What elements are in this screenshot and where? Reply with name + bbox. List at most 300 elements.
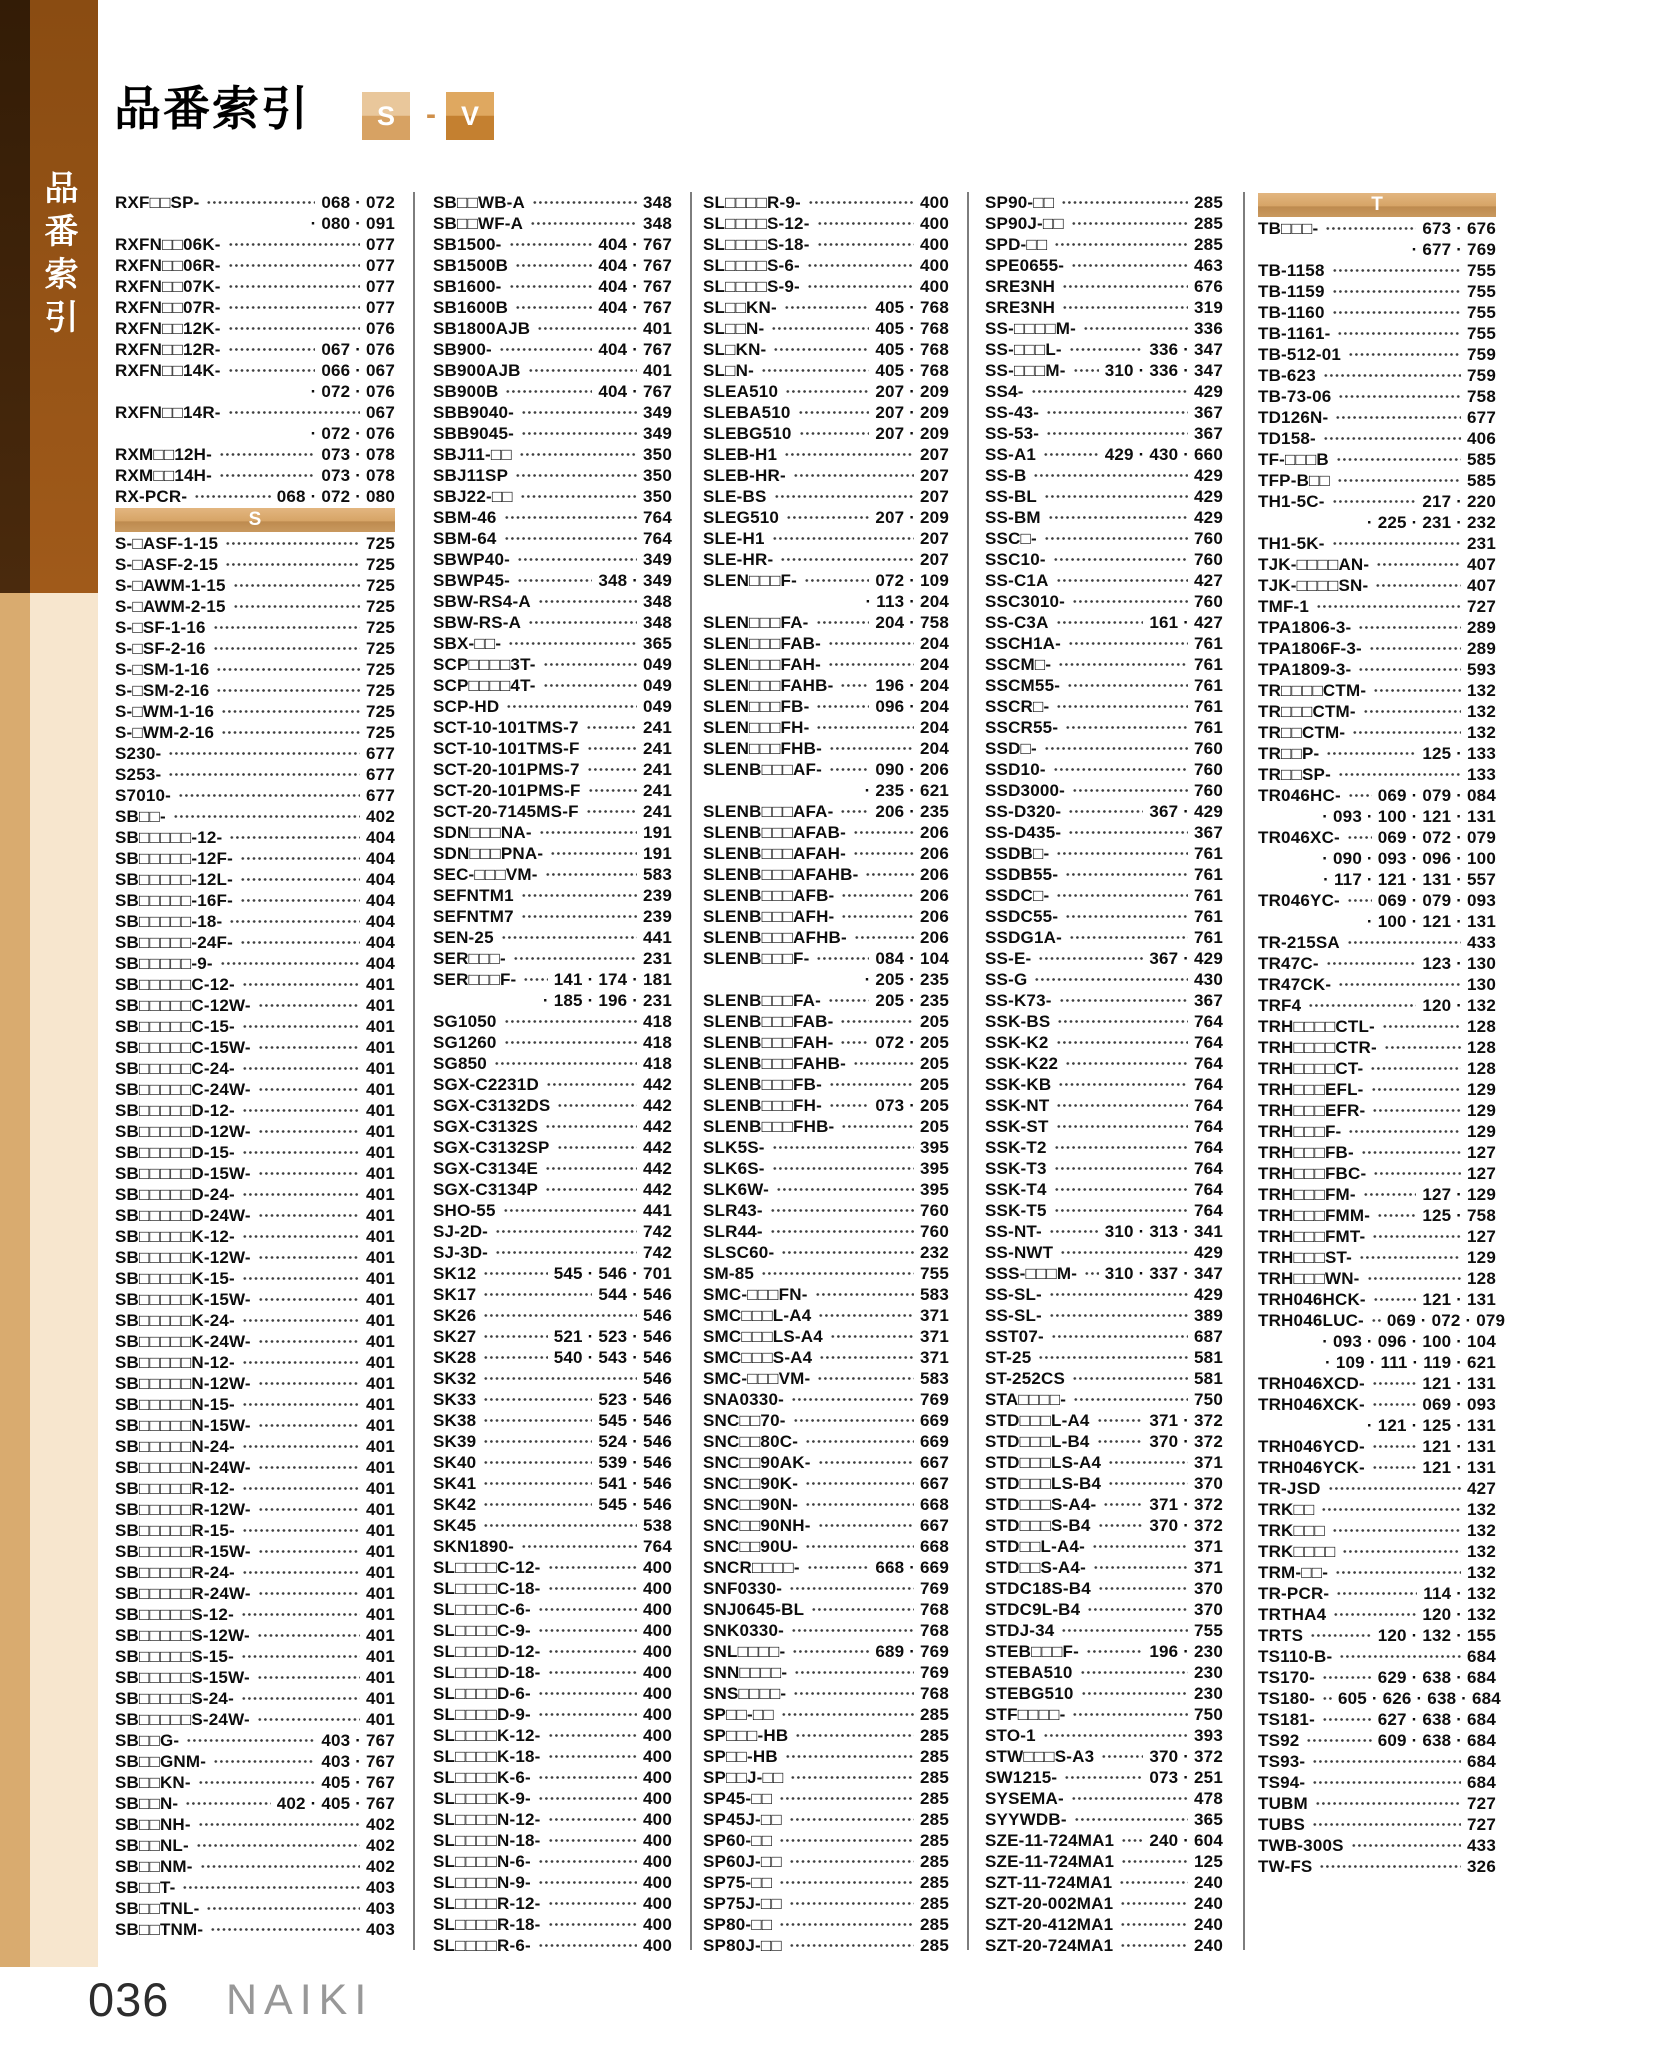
part-number: RXFN□□07R- <box>115 298 221 317</box>
part-number: TR□□SP- <box>1258 765 1331 784</box>
index-entry <box>703 1179 949 1200</box>
part-number: SLE-BS <box>703 487 767 506</box>
index-entry <box>703 1851 949 1872</box>
page-numbers: 401 <box>366 1416 395 1435</box>
index-entry <box>433 990 672 1011</box>
page-numbers: 404 · 767 <box>598 277 672 296</box>
index-entry <box>115 381 395 402</box>
page-numbers: · 113 · 204 <box>865 592 949 611</box>
index-entry <box>1258 932 1496 953</box>
page-numbers: 310 · 337 · 347 <box>1104 1264 1223 1283</box>
index-entry <box>115 1751 395 1772</box>
dot-leader <box>1071 255 1188 276</box>
part-number: SL□□KN- <box>703 298 777 317</box>
index-entry <box>115 911 395 932</box>
dot-leader <box>499 339 593 360</box>
page-numbers: 069 · 093 <box>1422 1395 1496 1414</box>
page-numbers: 401 <box>366 1437 395 1456</box>
page-numbers: 205 <box>920 1117 949 1136</box>
index-entry <box>985 864 1223 885</box>
page-numbers: 400 <box>920 235 949 254</box>
index-entry <box>433 1116 672 1137</box>
dot-leader <box>1347 890 1372 911</box>
page-numbers: 121 · 131 <box>1422 1374 1496 1393</box>
part-number: SSC□- <box>985 529 1037 548</box>
dot-leader <box>483 1368 637 1389</box>
part-number: SZE-11-724MA1 <box>985 1852 1115 1871</box>
dot-leader <box>773 339 869 360</box>
page-numbers: 400 <box>643 1747 672 1766</box>
page-numbers: 400 <box>643 1915 672 1934</box>
page-numbers: 403 <box>366 1920 395 1939</box>
page-numbers: 206 <box>920 928 949 947</box>
index-entry <box>985 1872 1223 1893</box>
index-entry <box>703 1830 949 1851</box>
dot-leader <box>1121 1830 1143 1851</box>
part-number: SEC-□□□VM- <box>433 865 538 884</box>
index-entry <box>703 1263 949 1284</box>
part-number: ST-252CS <box>985 1369 1066 1388</box>
part-number: SBX-□□- <box>433 634 502 653</box>
index-entry <box>115 1352 395 1373</box>
page-numbers: 207 <box>920 445 949 464</box>
page-numbers: 400 <box>643 1663 672 1682</box>
index-entry <box>1258 869 1496 890</box>
dot-leader <box>586 801 637 822</box>
page-numbers: 400 <box>643 1873 672 1892</box>
dot-leader <box>804 570 869 591</box>
index-entry <box>433 1536 672 1557</box>
page-numbers: 403 <box>366 1878 395 1897</box>
dot-leader <box>242 1394 360 1415</box>
dot-leader <box>1120 1935 1188 1956</box>
part-number: SMC□□□L-A4 <box>703 1306 812 1325</box>
part-number: SS-NWT <box>985 1243 1054 1262</box>
index-entry <box>985 843 1223 864</box>
part-number: SKN1890- <box>433 1537 514 1556</box>
index-entry <box>703 570 949 591</box>
part-number: SB□□□□□N-15- <box>115 1395 235 1414</box>
page-numbers: 239 <box>643 907 672 926</box>
dot-leader <box>548 1725 638 1746</box>
page-numbers: 132 <box>1467 1542 1496 1561</box>
dot-leader <box>1056 843 1188 864</box>
page-numbers: 121 · 131 <box>1422 1290 1496 1309</box>
dot-leader <box>815 1284 914 1305</box>
page-numbers: 725 <box>366 576 395 595</box>
page-numbers: 205 <box>920 1075 949 1094</box>
index-entry <box>985 423 1223 444</box>
index-entry <box>985 738 1223 759</box>
page-numbers: 404 <box>366 828 395 847</box>
part-number: SBWP40- <box>433 550 510 569</box>
page-numbers: 367 · 429 <box>1149 949 1223 968</box>
part-number: SGX-C3132DS <box>433 1096 551 1115</box>
index-entry <box>115 1079 395 1100</box>
part-number: SLE-HR- <box>703 550 774 569</box>
part-number: SB□□□□□K-24W- <box>115 1332 251 1351</box>
index-entry <box>115 1226 395 1247</box>
dot-leader <box>1332 491 1417 512</box>
page-numbers: 405 · 768 <box>875 340 949 359</box>
part-number: SLENB□□□FAHB- <box>703 1054 846 1073</box>
dot-leader <box>483 1305 637 1326</box>
index-entry <box>985 1032 1223 1053</box>
dot-leader <box>1333 1604 1416 1625</box>
dot-leader <box>233 575 360 596</box>
part-number: S-□SF-2-16 <box>115 639 206 658</box>
part-number: SB□□□□□N-15W- <box>115 1416 251 1435</box>
page-numbers: 120 · 132 <box>1422 996 1496 1015</box>
index-entry <box>985 1851 1223 1872</box>
dot-leader <box>258 1583 360 1604</box>
index-entry <box>115 444 395 465</box>
index-entry <box>985 1767 1223 1788</box>
part-number: SSCM55- <box>985 676 1061 695</box>
dot-leader <box>1065 906 1188 927</box>
dot-leader <box>1347 827 1372 848</box>
dot-leader <box>816 612 870 633</box>
index-entry <box>985 1641 1223 1662</box>
page-numbers: 191 <box>643 823 672 842</box>
page-numbers: 677 <box>366 765 395 784</box>
part-number: SS-C3A <box>985 613 1049 632</box>
page-numbers: · 072 · 076 <box>310 424 395 443</box>
dot-leader <box>1053 759 1188 780</box>
part-number: SK12 <box>433 1264 477 1283</box>
dot-leader <box>840 1011 914 1032</box>
dot-leader <box>793 1410 914 1431</box>
index-entry <box>985 1935 1223 1956</box>
page-numbers: 129 <box>1467 1122 1496 1141</box>
dot-leader <box>483 1473 592 1494</box>
index-entry <box>115 953 395 974</box>
index-entry <box>703 213 949 234</box>
part-number: SLENB□□□FAH- <box>703 1033 834 1052</box>
index-entry <box>703 633 949 654</box>
dot-leader <box>779 1872 914 1893</box>
page-numbers: 127 · 129 <box>1422 1185 1496 1204</box>
dot-leader <box>538 591 637 612</box>
page-numbers: 755 <box>1467 261 1496 280</box>
index-entry <box>1258 1835 1496 1856</box>
dot-leader <box>817 213 914 234</box>
part-number: TB-73-06 <box>1258 387 1332 406</box>
index-entry <box>985 759 1223 780</box>
index-entry <box>985 1368 1223 1389</box>
part-number: SB1500- <box>433 235 502 254</box>
index-entry <box>1258 911 1496 932</box>
part-number: TRH046HCK- <box>1258 1290 1366 1309</box>
part-number: TRH046LUC- <box>1258 1311 1364 1330</box>
part-number: S-□WM-2-16 <box>115 723 215 742</box>
page-numbers: 400 <box>920 214 949 233</box>
page-numbers: 241 <box>643 781 672 800</box>
index-entry <box>985 402 1223 423</box>
index-entry <box>703 591 949 612</box>
page-numbers: 401 <box>366 1584 395 1603</box>
part-number: TWB-300S <box>1258 1836 1344 1855</box>
page-numbers: 538 <box>643 1516 672 1535</box>
index-entry <box>1258 890 1496 911</box>
index-entry <box>433 591 672 612</box>
page-numbers: 207 · 209 <box>875 382 949 401</box>
dot-leader <box>1049 1305 1188 1326</box>
dot-leader <box>1069 339 1144 360</box>
index-entry <box>1258 1310 1506 1331</box>
part-number: STD□□□LS-B4 <box>985 1474 1102 1493</box>
index-entry <box>1258 785 1496 806</box>
page-numbers: 605 · 626 · 638 · 684 <box>1337 1689 1501 1708</box>
index-entry <box>1258 1037 1496 1058</box>
part-number: SSCR55- <box>985 718 1059 737</box>
dot-leader <box>1054 1200 1188 1221</box>
page-numbers: · 093 · 096 · 100 · 104 <box>1322 1332 1496 1351</box>
dot-leader <box>1098 1515 1144 1536</box>
part-number: SLENB□□□AFH- <box>703 907 835 926</box>
index-entry <box>433 1179 672 1200</box>
part-number: RXFN□□12K- <box>115 319 221 338</box>
index-entry <box>115 743 395 764</box>
page-numbers: 401 <box>366 1059 395 1078</box>
index-entry <box>433 1032 672 1053</box>
page-numbers: 129 <box>1467 1101 1496 1120</box>
dot-leader <box>1092 1536 1188 1557</box>
page-numbers: 400 <box>643 1810 672 1829</box>
dot-leader <box>258 1247 360 1268</box>
page-numbers: 350 <box>643 445 672 464</box>
index-entry <box>703 1641 949 1662</box>
page-numbers: 760 <box>1194 529 1223 548</box>
part-number: TH1-5K- <box>1258 534 1325 553</box>
page-numbers: 285 <box>920 1810 949 1829</box>
part-number: TB□□□- <box>1258 219 1319 238</box>
dot-leader <box>216 680 360 701</box>
part-number: SG1260 <box>433 1033 497 1052</box>
index-entry <box>1258 1604 1496 1625</box>
index-entry <box>703 1683 949 1704</box>
dot-leader <box>841 1116 914 1137</box>
index-entry <box>1258 1289 1496 1310</box>
page-numbers: 400 <box>920 193 949 212</box>
part-number: STD□□□L-B4 <box>985 1432 1090 1451</box>
dot-leader <box>1373 680 1461 701</box>
dot-leader <box>538 1704 637 1725</box>
dot-leader <box>1352 722 1461 743</box>
index-entry <box>703 528 949 549</box>
page-numbers: · 121 · 125 · 131 <box>1366 1416 1496 1435</box>
index-entry <box>1258 386 1496 407</box>
page-numbers: 191 <box>643 844 672 863</box>
dot-leader <box>1372 1394 1417 1415</box>
dot-leader <box>818 1452 914 1473</box>
page-numbers: · 080 · 091 <box>310 214 395 233</box>
part-number: SLEN□□□F- <box>703 571 797 590</box>
index-entry <box>1258 1058 1496 1079</box>
page-numbers: · 185 · 196 · 231 <box>542 991 672 1010</box>
page-numbers: 583 <box>920 1285 949 1304</box>
index-entry <box>1258 1709 1496 1730</box>
part-number: TB-512-01 <box>1258 345 1342 364</box>
part-number: SL□□□□C-12- <box>433 1558 541 1577</box>
page-numbers: 389 <box>1194 1306 1223 1325</box>
page-numbers: 401 <box>366 1479 395 1498</box>
page-numbers: 132 <box>1467 681 1496 700</box>
part-number: SL□□□□R-6- <box>433 1936 531 1955</box>
dot-leader <box>1322 1688 1332 1709</box>
footer-brand: NAIKI <box>226 1976 374 2024</box>
page-numbers: 204 <box>920 718 949 737</box>
dot-leader <box>1319 1856 1461 1877</box>
page-numbers: 403 · 767 <box>321 1752 395 1771</box>
dot-leader <box>483 1263 547 1284</box>
part-number: SL□□□□K-12- <box>433 1726 541 1745</box>
index-entry <box>1258 953 1496 974</box>
dot-leader <box>829 738 914 759</box>
dot-leader <box>228 360 316 381</box>
dot-leader <box>242 1562 360 1583</box>
dot-leader <box>1065 717 1188 738</box>
index-entry <box>433 927 672 948</box>
index-entry <box>703 1704 949 1725</box>
part-number: S-□ASF-2-15 <box>115 555 219 574</box>
part-number: SK28 <box>433 1348 477 1367</box>
part-number: SEN-25 <box>433 928 494 947</box>
dot-leader <box>791 1389 914 1410</box>
page-numbers: 404 <box>366 912 395 931</box>
index-entry <box>985 612 1223 633</box>
dot-leader <box>182 1877 360 1898</box>
page-numbers: 401 <box>366 1122 395 1141</box>
page-numbers: 668 <box>920 1495 949 1514</box>
page-numbers: 401 <box>366 1353 395 1372</box>
page-numbers: 121 · 131 <box>1422 1437 1496 1456</box>
dot-leader <box>1097 1431 1144 1452</box>
index-entry <box>115 1142 395 1163</box>
dot-leader <box>1372 1373 1417 1394</box>
index-entry <box>1258 1142 1496 1163</box>
part-number: SB□□□□□N-12W- <box>115 1374 251 1393</box>
page-numbers: 096 · 204 <box>875 697 949 716</box>
dot-leader <box>1120 1893 1188 1914</box>
part-number: TRH□□□WN- <box>1258 1269 1360 1288</box>
part-number: SSK-T2 <box>985 1138 1047 1157</box>
part-number: SP60J-□□ <box>703 1852 782 1871</box>
index-entry <box>115 1121 395 1142</box>
part-number: SLEB-H1 <box>703 445 778 464</box>
index-entry <box>985 591 1223 612</box>
part-number: TRH046XCD- <box>1258 1374 1365 1393</box>
dot-leader <box>257 1709 360 1730</box>
index-entry <box>115 1415 395 1436</box>
dot-leader <box>790 1767 914 1788</box>
dot-leader <box>242 1100 360 1121</box>
index-entry <box>115 255 395 276</box>
dot-leader <box>483 1410 592 1431</box>
column-divider <box>690 192 692 1950</box>
page-numbers: 433 <box>1467 1836 1496 1855</box>
page-numbers: 371 · 372 <box>1149 1495 1223 1514</box>
index-entry <box>703 1578 949 1599</box>
page-numbers: 239 <box>643 886 672 905</box>
page-numbers: 205 · 235 <box>875 991 949 1010</box>
dot-leader <box>1080 1662 1188 1683</box>
index-entry <box>703 1788 949 1809</box>
index-entry <box>703 1431 949 1452</box>
part-number: SB□□TNL- <box>115 1899 200 1918</box>
page-numbers: 073 · 251 <box>1149 1768 1223 1787</box>
dot-leader <box>242 1436 360 1457</box>
page-numbers: 401 <box>366 1206 395 1225</box>
index-entry <box>985 1263 1223 1284</box>
page-numbers: 401 <box>366 1332 395 1351</box>
part-number: SLEG510 <box>703 508 780 527</box>
page-numbers: 725 <box>366 681 395 700</box>
index-entry <box>433 1305 672 1326</box>
index-entry <box>433 1284 672 1305</box>
index-entry <box>433 234 672 255</box>
dot-leader <box>513 948 637 969</box>
page-numbers: 367 <box>1194 991 1223 1010</box>
index-entry <box>1258 1772 1496 1793</box>
dot-leader <box>779 1914 914 1935</box>
part-number: RXFN□□06K- <box>115 235 221 254</box>
page-numbers: 132 <box>1467 1500 1496 1519</box>
dot-leader <box>1312 1814 1461 1835</box>
page-numbers: 433 <box>1467 933 1496 952</box>
part-number: SSK-K22 <box>985 1054 1059 1073</box>
page-numbers: 401 <box>366 996 395 1015</box>
part-number: TB-1158 <box>1258 261 1325 280</box>
dot-leader <box>242 1226 360 1247</box>
index-entry <box>115 1898 395 1919</box>
dot-leader <box>795 1725 914 1746</box>
dot-leader <box>811 1599 914 1620</box>
dot-leader <box>1376 554 1461 575</box>
index-entry <box>433 780 672 801</box>
part-number: STD□□□S-A4- <box>985 1495 1097 1514</box>
dot-leader <box>483 1284 592 1305</box>
dot-leader <box>228 255 360 276</box>
index-entry <box>985 528 1223 549</box>
dot-leader <box>1068 633 1188 654</box>
part-number: TRH□□□□CTR- <box>1258 1038 1377 1057</box>
index-entry <box>985 465 1223 486</box>
part-number: SLENB□□□F- <box>703 949 810 968</box>
dot-leader <box>198 1772 316 1793</box>
index-entry <box>115 1394 395 1415</box>
index-entry <box>985 1788 1223 1809</box>
part-number: TFP-B□□ <box>1258 471 1330 490</box>
index-entry <box>985 486 1223 507</box>
part-number: TPA1806-3- <box>1258 618 1352 637</box>
dot-leader <box>258 1373 360 1394</box>
page-numbers: 285 <box>920 1747 949 1766</box>
index-entry <box>115 1289 395 1310</box>
page-numbers: 207 <box>920 550 949 569</box>
page-numbers: 764 <box>643 529 672 548</box>
index-entry <box>985 1011 1223 1032</box>
part-number: SL□□□□R-18- <box>433 1915 541 1934</box>
dot-leader <box>1073 1389 1188 1410</box>
part-number: SB□□□□□C-15- <box>115 1017 235 1036</box>
dot-leader <box>772 1158 914 1179</box>
page-numbers: 401 <box>366 975 395 994</box>
dot-leader <box>1051 1326 1188 1347</box>
page-numbers: 125 <box>1194 1852 1223 1871</box>
index-entry <box>115 554 395 575</box>
dot-leader <box>829 1095 869 1116</box>
